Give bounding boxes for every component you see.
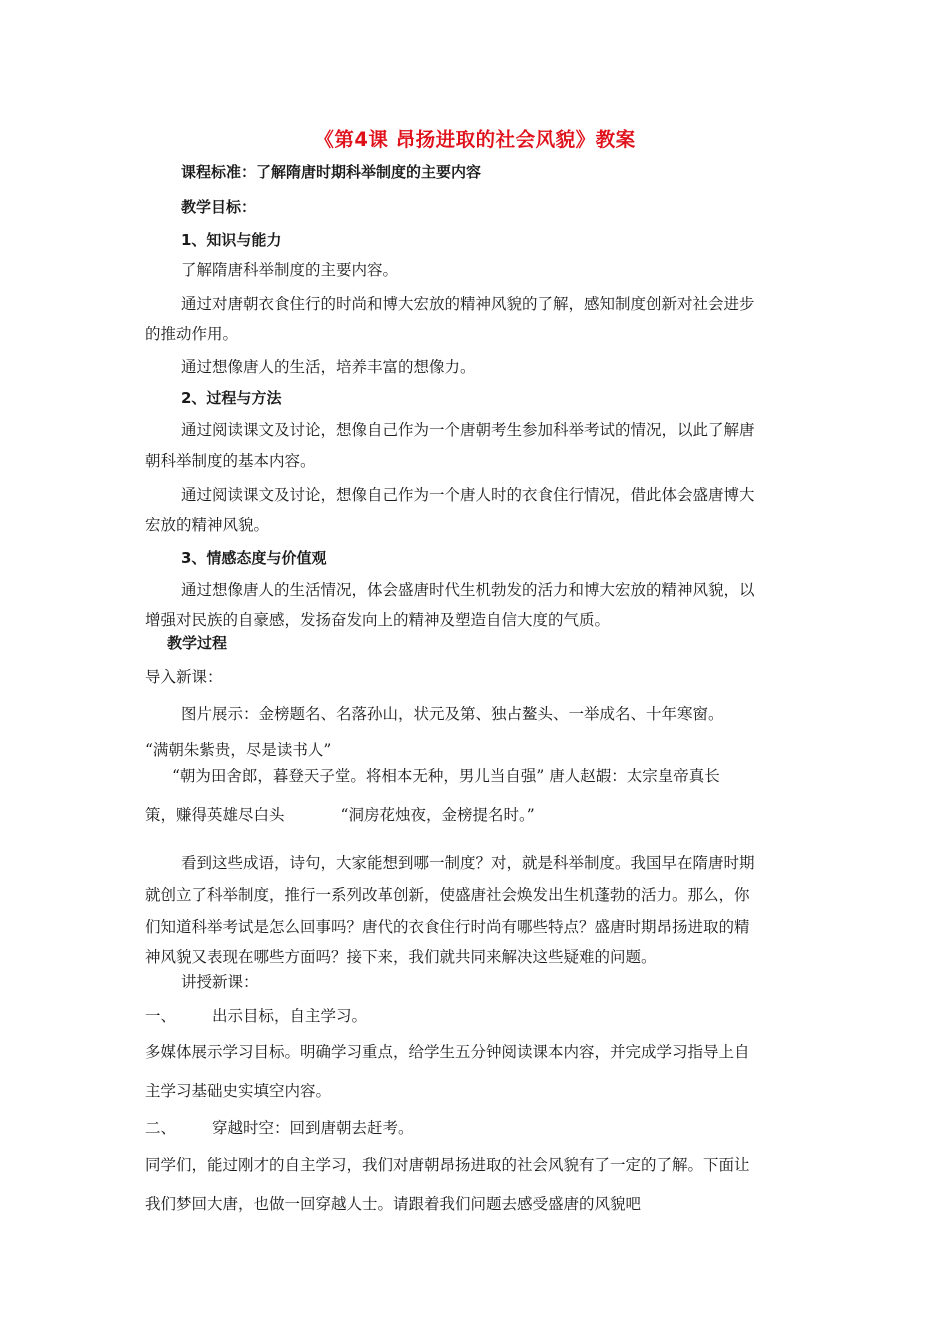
step-title: 出示目标，自主学习。 [212,1007,368,1025]
paragraph-line: 多媒体展示学习目标。明确学习重点，给学生五分钟阅读课本内容，并完成学习指导上自 [145,1043,750,1061]
paragraph-line: 们知道科举考试是怎么回事吗？唐代的衣食住行时尚有哪些特点？盛唐时期昂扬进取的精 [145,918,750,936]
paragraph-line: 神风貌又表现在哪些方面吗？接下来，我们就共同来解决这些疑难的问题。 [145,948,657,966]
step-number: 二、 [145,1119,177,1137]
paragraph-line: 同学们，能过刚才的自主学习，我们对唐朝昂扬进取的社会风貌有了一定的了解。下面让 [145,1156,750,1174]
process-heading: 教学过程 [167,634,228,652]
new-lesson-label: 讲授新课： [181,973,259,991]
paragraph-line: 了解隋唐科举制度的主要内容。 [181,261,399,279]
paragraph-line: 通过对唐朝衣食住行的时尚和博大宏放的精神风貌的了解，感知制度创新对社会进步 [181,295,755,313]
step-title: 穿越时空：回到唐朝去赶考。 [212,1119,414,1137]
paragraph-line: 宏放的精神风貌。 [145,516,270,534]
step-number: 一、 [145,1007,177,1025]
paragraph-line: 通过阅读课文及讨论，想像自己作为一个唐人时的衣食住行情况，借此体会盛唐博大 [181,486,755,504]
quote-line: “满朝朱紫贵，尽是读书人” [145,741,332,759]
step-heading [145,1006,367,1026]
quote-segment: 策，赚得英雄尽白头 [145,806,285,824]
paragraph-line: 通过阅读课文及讨论，想像自己作为一个唐朝考生参加科举考试的情况，以此了解唐 [181,421,755,439]
section-heading-process: 2、过程与方法 [181,389,282,407]
paragraph-line: 通过想像唐人的生活情况，体会盛唐时代生机勃发的活力和博大宏放的精神风貌，以 [181,581,755,599]
paragraph-line: 主学习基础史实填空内容。 [145,1082,332,1100]
step-heading [145,1118,414,1138]
section-heading-knowledge: 1、知识与能力 [181,231,282,249]
paragraph-line: 的推动作用。 [145,325,239,343]
paragraph-line: 我们梦回大唐，也做一回穿越人士。请跟着我们问题去感受盛唐的风貌吧 [145,1195,642,1213]
curriculum-standard: 课程标准：了解隋唐时期科举制度的主要内容 [181,163,482,181]
document-title: 《第4课 昂扬进取的社会风貌》教案 [314,128,636,151]
quote-line [145,805,535,825]
section-heading-values: 3、情感态度与价值观 [181,549,327,567]
paragraph-line: 朝科举制度的基本内容。 [145,452,316,470]
paragraph-line: 看到这些成语，诗句，大家能想到哪一制度？对，就是科举制度。我国早在隋唐时期 [181,854,755,872]
pictures-line: 图片展示：金榜题名、名落孙山，状元及第、独占鳌头、一举成名、十年寒窗。 [181,705,724,723]
intro-label: 导入新课： [145,668,223,686]
quote-segment: “洞房花烛夜，金榜提名时。” [340,806,535,824]
paragraph-line: 通过想像唐人的生活，培养丰富的想像力。 [181,358,476,376]
paragraph-line: 增强对民族的自豪感，发扬奋发向上的精神及塑造自信大度的气质。 [145,611,611,629]
quote-line: “朝为田舍郎，暮登天子堂。将相本无种，男儿当自强” 唐人赵嘏：太宗皇帝真长 [172,767,720,785]
paragraph-line: 就创立了科举制度，推行一系列改革创新，使盛唐社会焕发出生机蓬勃的活力。那么，你 [145,886,750,904]
objectives-heading: 教学目标： [181,198,257,216]
